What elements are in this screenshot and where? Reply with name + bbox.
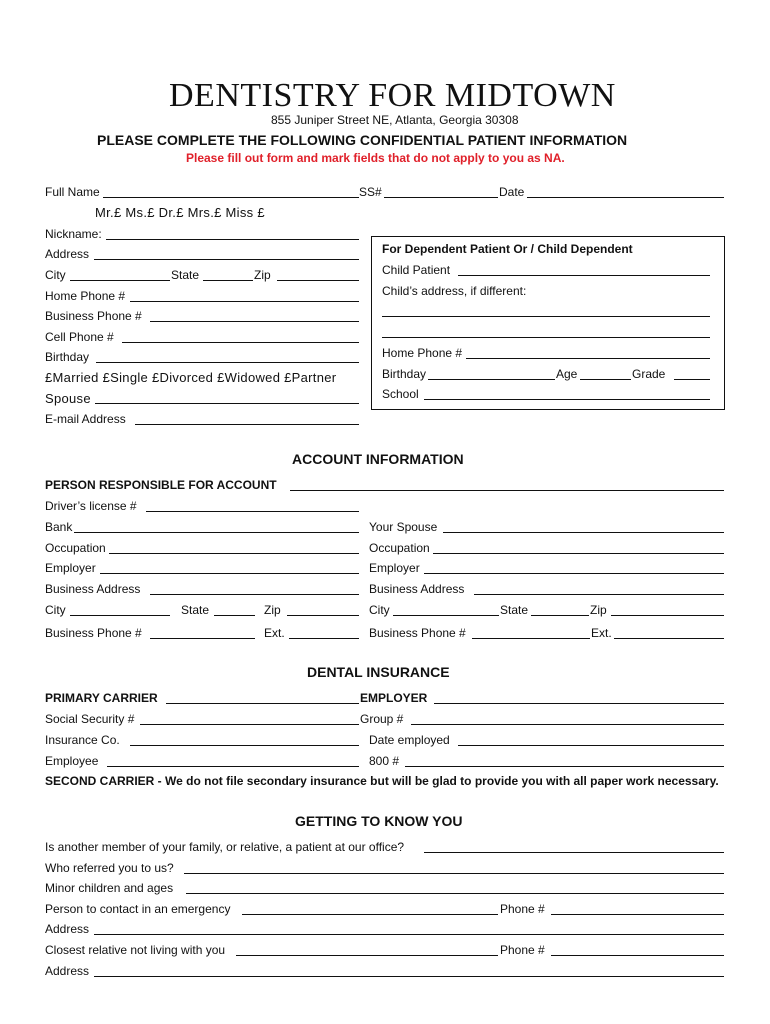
dependent-birthday-field[interactable] [428,379,555,380]
child-address-field-2[interactable] [382,337,710,338]
closest-relative-field[interactable] [236,955,498,956]
account-business-phone-field[interactable] [150,638,255,639]
birthday-field[interactable] [96,362,359,363]
city-label: City [45,268,66,282]
emergency-phone-field[interactable] [551,914,724,915]
spouse-zip-field[interactable] [611,615,724,616]
primary-carrier-label: PRIMARY CARRIER [45,691,158,705]
employer-field[interactable] [100,573,359,574]
school-field[interactable] [424,399,710,400]
child-address-field-1[interactable] [382,316,710,317]
business-address-label: Business Address [45,582,141,596]
spouse-city-label: City [369,603,390,617]
occupation-field[interactable] [109,553,359,554]
practice-title: DENTISTRY FOR MIDTOWN [169,77,616,114]
state-field[interactable] [203,280,253,281]
form-instructions: PLEASE COMPLETE THE FOLLOWING CONFIDENTIAL PATIENT INFORMATION [97,132,628,148]
employee-label: Employee [45,754,99,768]
date-label: Date [499,185,525,199]
cell-phone-label: Cell Phone # [45,330,114,344]
your-spouse-label: Your Spouse [369,520,438,534]
email-field[interactable] [135,424,359,425]
nickname-label: Nickname: [45,227,102,241]
zip-field[interactable] [277,280,359,281]
spouse-city-field[interactable] [393,615,499,616]
ss-label: SS# [359,185,382,199]
employer-label: Employer [45,561,96,575]
insurance-employer-label: EMPLOYER [360,691,428,705]
spouse-state-label: State [500,603,529,617]
honorific-checkboxes[interactable]: Mr.£ Ms.£ Dr.£ Mrs.£ Miss £ [95,205,265,220]
form-note: Please fill out form and mark fields that do not apply to you as NA. [186,151,565,165]
child-address-label: Child’s address, if different: [382,284,527,298]
zip-label: Zip [254,268,271,282]
address-field[interactable] [94,259,359,260]
minor-children-label: Minor children and ages [45,881,174,895]
account-business-phone-label: Business Phone # [45,626,142,640]
account-city-field[interactable] [70,615,170,616]
address-label: Address [45,247,90,261]
spouse-label: Spouse [45,391,91,406]
group-label: Group # [360,712,404,726]
spouse-zip-label: Zip [590,603,607,617]
drivers-license-label: Driver’s license # [45,499,137,513]
spouse-employer-label: Employer [369,561,420,575]
spouse-occupation-field[interactable] [433,553,724,554]
child-patient-field[interactable] [458,275,710,276]
school-label: School [382,387,419,401]
family-member-field[interactable] [424,852,724,853]
referred-label: Who referred you to us? [45,861,174,875]
account-city-label: City [45,603,66,617]
spouse-ext-field[interactable] [614,638,724,639]
spouse-employer-field[interactable] [424,573,724,574]
date-employed-label: Date employed [369,733,450,747]
nickname-field[interactable] [106,239,359,240]
emergency-phone-label: Phone # [500,902,545,916]
state-label: State [171,268,200,282]
business-address-field[interactable] [150,594,359,595]
full-name-label: Full Name [45,185,100,199]
grade-field[interactable] [674,379,710,380]
child-patient-label: Child Patient [382,263,451,277]
relative-phone-field[interactable] [551,955,724,956]
your-spouse-field[interactable] [443,532,724,533]
getting-to-know-heading: GETTING TO KNOW YOU [295,813,463,829]
responsible-field[interactable] [290,490,724,491]
emergency-contact-label: Person to contact in an emergency [45,902,231,916]
primary-carrier-field[interactable] [166,703,359,704]
account-ext-field[interactable] [289,638,359,639]
dependent-home-phone-field[interactable] [466,358,710,359]
ss-field[interactable] [384,197,498,198]
bank-field[interactable] [74,532,359,533]
phone-800-label: 800 # [369,754,400,768]
emergency-address-field[interactable] [94,934,724,935]
grade-label: Grade [632,367,666,381]
date-field[interactable] [527,197,724,198]
cell-phone-field[interactable] [122,342,359,343]
spouse-occupation-label: Occupation [369,541,430,555]
emergency-address-label: Address [45,922,90,936]
relative-address-label: Address [45,964,90,978]
relative-phone-label: Phone # [500,943,545,957]
occupation-label: Occupation [45,541,106,555]
spouse-business-phone-field[interactable] [472,638,590,639]
spouse-business-address-label: Business Address [369,582,465,596]
emergency-contact-field[interactable] [242,914,498,915]
dependent-birthday-label: Birthday [382,367,427,381]
account-state-label: State [181,603,210,617]
employee-field[interactable] [107,766,359,767]
group-field[interactable] [411,724,724,725]
home-phone-field[interactable] [130,301,359,302]
spouse-state-field[interactable] [531,615,589,616]
minor-children-field[interactable] [186,893,724,894]
account-state-field[interactable] [214,615,255,616]
account-zip-label: Zip [264,603,281,617]
referred-field[interactable] [184,873,724,874]
insurance-co-label: Insurance Co. [45,733,120,747]
account-ext-label: Ext. [264,626,285,640]
birthday-label: Birthday [45,350,90,364]
date-employed-field[interactable] [458,745,724,746]
spouse-business-phone-label: Business Phone # [369,626,466,640]
spouse-ext-label: Ext. [591,626,612,640]
account-zip-field[interactable] [287,615,359,616]
spouse-field[interactable] [95,403,359,404]
social-security-label: Social Security # [45,712,135,726]
dependent-box [371,236,725,410]
relative-address-field[interactable] [94,976,724,977]
full-name-field[interactable] [103,197,359,198]
marital-status-checkboxes[interactable]: £Married £Single £Divorced £Widowed £Partner [45,370,337,385]
business-phone-label: Business Phone # [45,309,142,323]
account-heading: ACCOUNT INFORMATION [292,451,464,467]
business-phone-field[interactable] [150,321,359,322]
phone-800-field[interactable] [405,766,724,767]
home-phone-label: Home Phone # [45,289,126,303]
insurance-co-field[interactable] [130,745,359,746]
practice-address: 855 Juniper Street NE, Atlanta, Georgia 30308 [271,113,519,127]
city-field[interactable] [70,280,170,281]
dependent-heading: For Dependent Patient Or / Child Dependent [382,242,633,256]
insurance-employer-field[interactable] [434,703,724,704]
family-member-label: Is another member of your family, or relative, a patient at our office? [45,840,405,854]
email-label: E-mail Address [45,412,126,426]
dependent-home-phone-label: Home Phone # [382,346,463,360]
social-security-field[interactable] [140,724,359,725]
closest-relative-label: Closest relative not living with you [45,943,226,957]
insurance-heading: DENTAL INSURANCE [307,664,450,680]
bank-label: Bank [45,520,73,534]
drivers-license-field[interactable] [146,511,359,512]
second-carrier-note: SECOND CARRIER - We do not file secondary insurance but will be glad to provide you with all paper work necessary. [45,774,719,788]
responsible-label: PERSON RESPONSIBLE FOR ACCOUNT [45,478,277,492]
age-label: Age [556,367,578,381]
age-field[interactable] [580,379,631,380]
spouse-business-address-field[interactable] [474,594,724,595]
